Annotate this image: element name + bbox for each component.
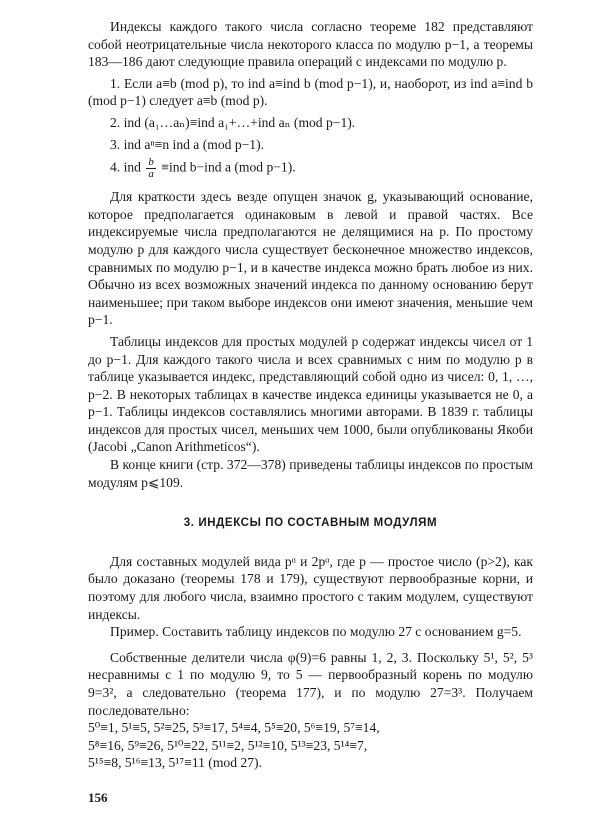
section-heading: 3. ИНДЕКСЫ ПО СОСТАВНЫМ МОДУЛЯМ <box>183 517 438 530</box>
rule-4-prefix: 4. ind <box>110 159 141 175</box>
paragraph-end-of-book: В конце книги (стр. 372—378) приведены таблицы индексов по простым модулям p⩽109. <box>88 457 533 490</box>
fraction-b-over-a <box>146 157 156 180</box>
rule-1: 1. Если a≡b (mod p), то ind a≡ind b (mod p−1), и, наоборот, из ind a≡ind b (mod p−1) следует a≡b (mod p). <box>88 75 533 109</box>
powers-line-2: 5⁸≡16, 5⁹≡26, 5¹⁰≡22, 5¹¹≡2, 5¹²≡10, 5¹³≡23, 5¹⁴≡7, <box>88 737 368 753</box>
paragraph-example: Пример. Составить таблицу индексов по модулю 27 с основанием g=5. <box>110 624 522 640</box>
rule-2: 2. ind (a₁…aₙ)≡ind a₁+…+ind aₙ (mod p−1). <box>110 114 356 130</box>
powers-line-1: 5⁰≡1, 5¹≡5, 5²≡25, 5³≡17, 5⁴≡4, 5⁵≡20, 5⁶≡19, 5⁷≡14, <box>88 720 380 736</box>
fraction-numerator: b <box>148 156 154 169</box>
fraction-denominator: a <box>148 168 154 181</box>
page-number: 156 <box>88 790 108 805</box>
page-body <box>88 18 533 772</box>
powers-line-3: 5¹⁵≡8, 5¹⁶≡13, 5¹⁷≡11 (mod 27). <box>88 755 262 771</box>
paragraph-brevity: Для краткости здесь везде опущен значок g, указывающий основание, которое предполагается одинаковым в левой и правой частях. Все индексируемые числа предполагаются не делящимися на p. По простому модулю p для каждого числа существует бесконечное множество индексов, сравнимых по модулю p−1, и в качестве индекса можно брать любое из них. Обычно из всех возможных значений индекса по данному основанию берут наименьшее; при таком выборе индексов они имеют значения, меньшие чем p−1. <box>88 189 533 328</box>
paragraph-composite: Для составных модулей вида pᵅ и 2pᵅ, где p — простое число (p>2), как было доказано (теоремы 178 и 179), существуют первообразные корни, и поэтому для любого числа, взаимно простого с таким модулем, существуют индексы. <box>88 553 533 622</box>
paragraph-tables: Таблицы индексов для простых модулей p содержат индексы чисел от 1 до p−1. Для каждого такого числа и всех сравнимых с ним по модулю p в таблице указывается индекс, представляющий собой одно из чисел: 0, 1, …, p−2. В некоторых таблицах в качестве индекса единицы указывается не 0, а p−1. Таблицы индексов составлялись многими авторами. В 1839 г. таблицы индексов для простых чисел, меньших чем 1000, были опубликованы Якоби (Jacobi „Canon Arithmeticos“). <box>88 333 533 455</box>
rule-3: 3. ind aⁿ≡n ind a (mod p−1). <box>110 136 265 152</box>
rule-4 <box>88 157 533 180</box>
paragraph-intro: Индексы каждого такого числа согласно теореме 182 представляют собой неотрицательные числа некоторого класса по модулю p−1, а теоремы 183—186 дают следующие правила операций с индексами по модулю p. <box>88 19 533 70</box>
rule-4-suffix: ≡ind b−ind a (mod p−1). <box>161 159 296 175</box>
paragraph-divisors: Собственные делители числа φ(9)=6 равны 1, 2, 3. Поскольку 5¹, 5², 5³ несравнимы с 1 по модулю 9, то 5 — первообразный корень по модулю 9=3², а следовательно (теорема 177), и по модулю 27=3³. Получаем последовательно: <box>88 649 533 718</box>
